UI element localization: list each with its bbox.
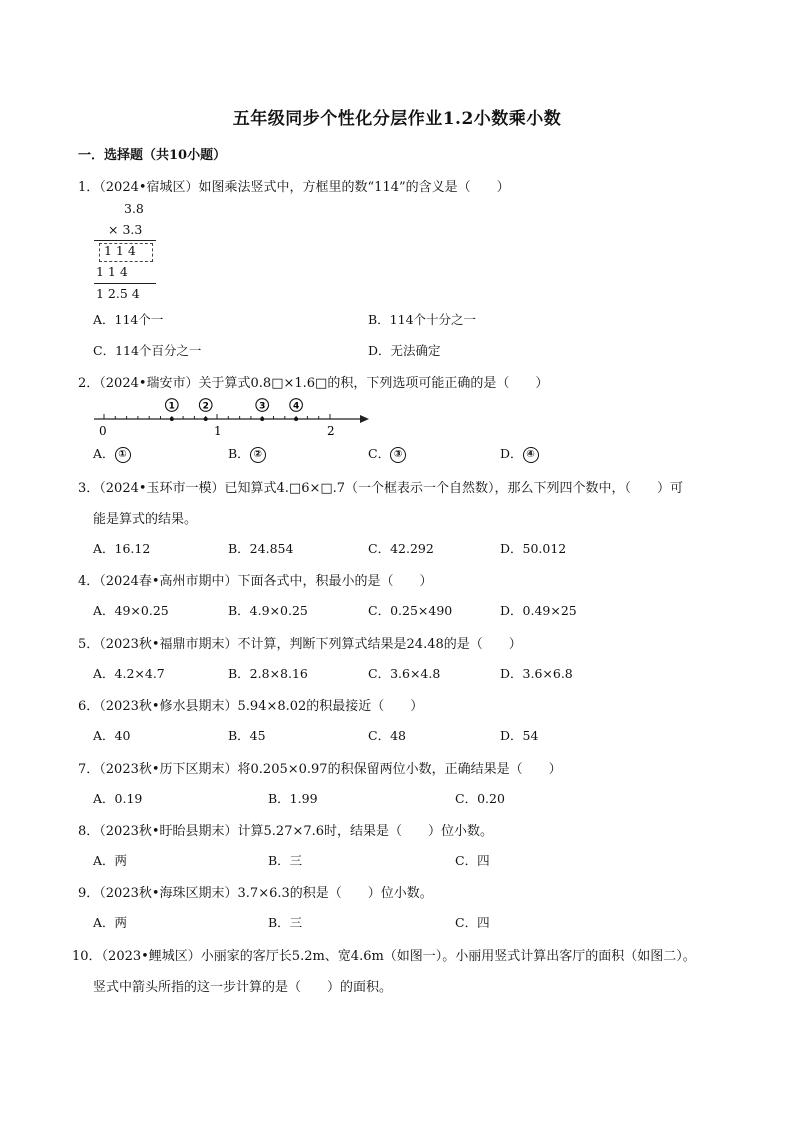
number-line-point	[170, 417, 174, 421]
q7-option-c[interactable]: C．0.20	[455, 791, 505, 806]
q3-option-a[interactable]: A．16.12	[93, 541, 151, 556]
q6-option-a[interactable]: A．40	[93, 728, 131, 743]
q4-option-c[interactable]: C．0.25×490	[368, 603, 453, 618]
question-7: 7．（2023秋•历下区期末）将0.205×0.97的积保留两位小数，正确结果是（ ）	[78, 762, 562, 777]
q3-option-d[interactable]: D．50.012	[500, 541, 567, 556]
q2-option-c[interactable]	[368, 444, 406, 463]
question-6: 6．（2023秋•修水县期末）5.94×8.02的积最接近（ ）	[78, 699, 424, 714]
question-10: 10．（2023•鲤城区）小丽家的客厅长5.2m、宽4.6m（如图一）。小丽用竖式计算出客厅的面积（如图二）。	[72, 949, 696, 964]
partial-product-1: 1 1 4	[104, 243, 136, 258]
q1-option-d[interactable]: D．无法确定	[368, 343, 441, 358]
number-line-marker-label: 1	[168, 401, 175, 412]
number-line-marker-label: 3	[259, 401, 266, 412]
q2-option-a[interactable]	[93, 444, 131, 463]
q5-option-d[interactable]: D．3.6×6.8	[500, 666, 573, 681]
number-line-point	[204, 417, 208, 421]
q2-option-c-mark: ③	[390, 447, 406, 463]
q3-option-b[interactable]: B．24.854	[228, 541, 294, 556]
q2-option-b-mark: ②	[250, 447, 266, 463]
question-8: 8．（2023秋•盱眙县期末）计算5.27×7.6时，结果是（ ）位小数。	[78, 824, 494, 839]
multiplier: × 3.3	[108, 222, 143, 237]
number-line-label: 1	[214, 424, 222, 436]
q4-option-b[interactable]: B．4.9×0.25	[228, 603, 308, 618]
q2-option-b-letter: B．	[228, 446, 250, 461]
q4-option-d[interactable]: D．0.49×25	[500, 603, 577, 618]
number-line-arrow	[360, 415, 369, 423]
q6-option-c[interactable]: C．48	[368, 728, 406, 743]
q8-option-b[interactable]: B．三	[268, 853, 303, 868]
multiplication-figure	[90, 196, 170, 306]
number-line-marker-label: 2	[202, 401, 209, 412]
number-line-label: 0	[99, 424, 107, 436]
q2-option-a-mark: ①	[115, 447, 131, 463]
multiplicand: 3.8	[124, 201, 144, 216]
question-9: 9．（2023秋•海珠区期末）3.7×6.3的积是（ ）位小数。	[78, 886, 433, 901]
number-line	[90, 398, 370, 436]
question-2: 2．（2024•瑞安市）关于算式0.8□×1.6□的积，下列选项可能正确的是（ ）	[78, 376, 549, 391]
product-result: 1 2.5 4	[96, 286, 140, 301]
q9-option-a[interactable]: A．两	[93, 915, 128, 930]
q2-option-a-letter: A．	[93, 446, 115, 461]
q2-option-d-mark: ④	[523, 447, 539, 463]
section-heading: 一．选择题（共10小题）	[78, 148, 227, 163]
question-1: 1．（2024•宿城区）如图乘法竖式中，方框里的数“114”的含义是（ ）	[78, 180, 510, 195]
q1-option-c[interactable]: C．114个百分之一	[93, 343, 202, 358]
q9-option-c[interactable]: C．四	[455, 915, 490, 930]
number-line-point	[294, 417, 298, 421]
number-line-labels	[99, 424, 335, 436]
q9-option-b[interactable]: B．三	[268, 915, 303, 930]
q1-option-b[interactable]: B．114个十分之一	[368, 312, 477, 327]
number-line-markers	[166, 399, 303, 421]
q6-option-d[interactable]: D．54	[500, 728, 539, 743]
rule-line-2	[94, 283, 156, 284]
number-line-point	[260, 417, 264, 421]
question-10-cont: 竖式中箭头所指的这一步计算的是（ ）的面积。	[93, 980, 393, 995]
q5-option-c[interactable]: C．3.6×4.8	[368, 666, 441, 681]
page-title: 五年级同步个性化分层作业1.2小数乘小数	[232, 109, 562, 129]
q1-option-a[interactable]: A．114个一	[93, 312, 164, 327]
q3-option-c[interactable]: C．42.292	[368, 541, 434, 556]
q2-option-d[interactable]	[500, 444, 539, 463]
number-line-label: 2	[327, 424, 335, 436]
q4-option-a[interactable]: A．49×0.25	[93, 603, 169, 618]
q7-option-b[interactable]: B．1.99	[268, 791, 318, 806]
q5-option-a[interactable]: A．4.2×4.7	[93, 666, 165, 681]
q8-option-a[interactable]: A．两	[93, 853, 128, 868]
q2-option-b[interactable]	[228, 444, 266, 463]
q6-option-b[interactable]: B．45	[228, 728, 266, 743]
q2-option-c-letter: C．	[368, 446, 391, 461]
rule-line-1	[94, 240, 156, 241]
question-3: 3．（2024•玉环市一模）已知算式4.□6×□.7（一个框表示一个自然数），那么下列四个数中，（ ）可	[78, 481, 684, 496]
partial-product-2: 1 1 4	[96, 264, 128, 279]
question-4: 4．（2024春•高州市期中）下面各式中，积最小的是（ ）	[78, 574, 433, 589]
question-3-cont: 能是算式的结果。	[93, 512, 198, 527]
q5-option-b[interactable]: B．2.8×8.16	[228, 666, 308, 681]
number-line-marker-label: 4	[292, 401, 300, 412]
q7-option-a[interactable]: A．0.19	[93, 791, 143, 806]
q2-option-d-letter: D．	[500, 446, 523, 461]
q8-option-c[interactable]: C．四	[455, 853, 490, 868]
question-5: 5．（2023秋•福鼎市期末）不计算，判断下列算式结果是24.48的是（ ）	[78, 637, 522, 652]
